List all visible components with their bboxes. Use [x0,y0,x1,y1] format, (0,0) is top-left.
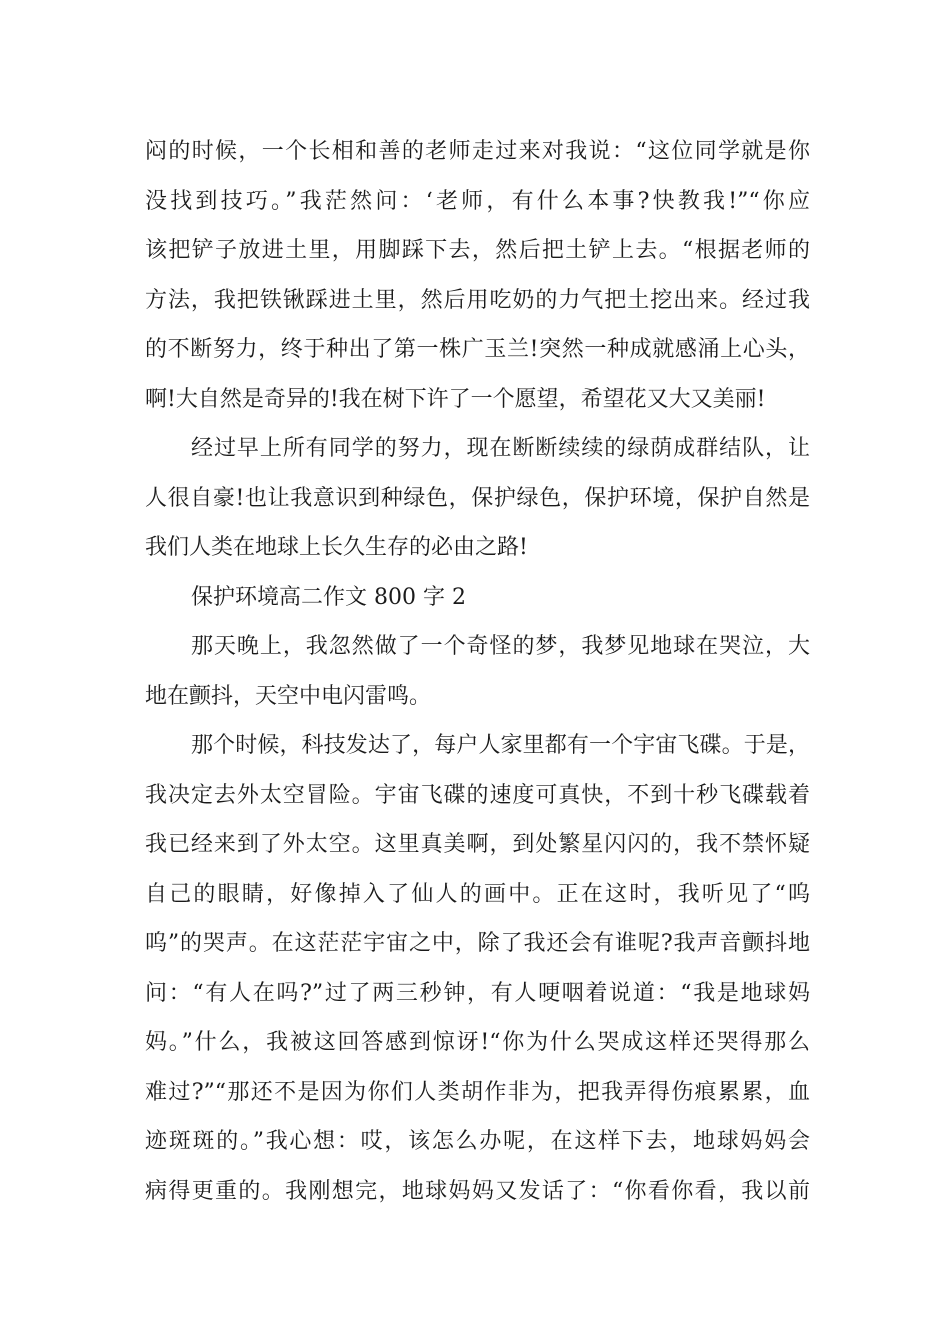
text-line: 我已经来到了外太空。这里真美啊，到处繁星闪闪的，我不禁怀疑 [145,832,810,857]
text-line: 啊!大自然是奇异的!我在树下许了一个愿望，希望花又大又美丽! [145,386,766,412]
text-line: 该把铲子放进土里，用脚踩下去，然后把土铲上去。“根据老师的 [145,238,810,263]
text-line: 呜”的哭声。在这茫茫宇宙之中，除了我还会有谁呢?我声音颤抖地 [145,931,810,956]
text-line: 难过?”“那还不是因为你们人类胡作非为，把我弄得伤痕累累，血 [145,1079,810,1105]
section-heading: 保护环境高二作文 800 字 2 [191,584,466,610]
text-line: 病得更重的。我刚想完，地球妈妈又发话了：“你看你看，我以前 [145,1178,810,1204]
document-body [145,127,810,1216]
text-line: 闷的时候，一个长相和善的老师走过来对我说：“这位同学就是你 [145,139,810,164]
text-line: 问：“有人在吗?”过了两三秒钟，有人哽咽着说道：“我是地球妈 [145,980,810,1006]
paragraph-start-line: 经过早上所有同学的努力，现在断断续续的绿荫成群结队，让 [191,436,810,461]
text-line: 我们人类在地球上长久生存的必由之路! [145,535,528,560]
text-line: 迹斑斑的。”我心想：哎，该怎么办呢，在这样下去，地球妈妈会 [145,1129,810,1154]
text-line: 自己的眼睛，好像掉入了仙人的画中。正在这时，我听见了“呜 [145,881,810,907]
text-line: 没找到技巧。”我茫然问：‘老师，有什么本事?快教我!”“你应 [145,188,810,214]
text-line: 方法，我把铁锹踩进土里，然后用吃奶的力气把土挖出来。经过我 [145,287,810,313]
paragraph-start-line: 那个时候，科技发达了，每户人家里都有一个宇宙飞碟。于是， [191,733,810,758]
text-line: 地在颤抖，天空中电闪雷鸣。 [145,683,432,709]
text-line: 人很自豪!也让我意识到种绿色，保护绿色，保护环境，保护自然是 [145,485,810,511]
text-line: 的不断努力，终于种出了第一株广玉兰!突然一种成就感涌上心头， [145,337,810,362]
paragraph-start-line: 那天晚上，我忽然做了一个奇怪的梦，我梦见地球在哭泣，大 [191,634,810,659]
text-line: 妈。”什么，我被这回答感到惊讶!“你为什么哭成这样还哭得那么 [145,1030,810,1055]
text-line: 我决定去外太空冒险。宇宙飞碟的速度可真快，不到十秒飞碟载着 [145,782,810,808]
